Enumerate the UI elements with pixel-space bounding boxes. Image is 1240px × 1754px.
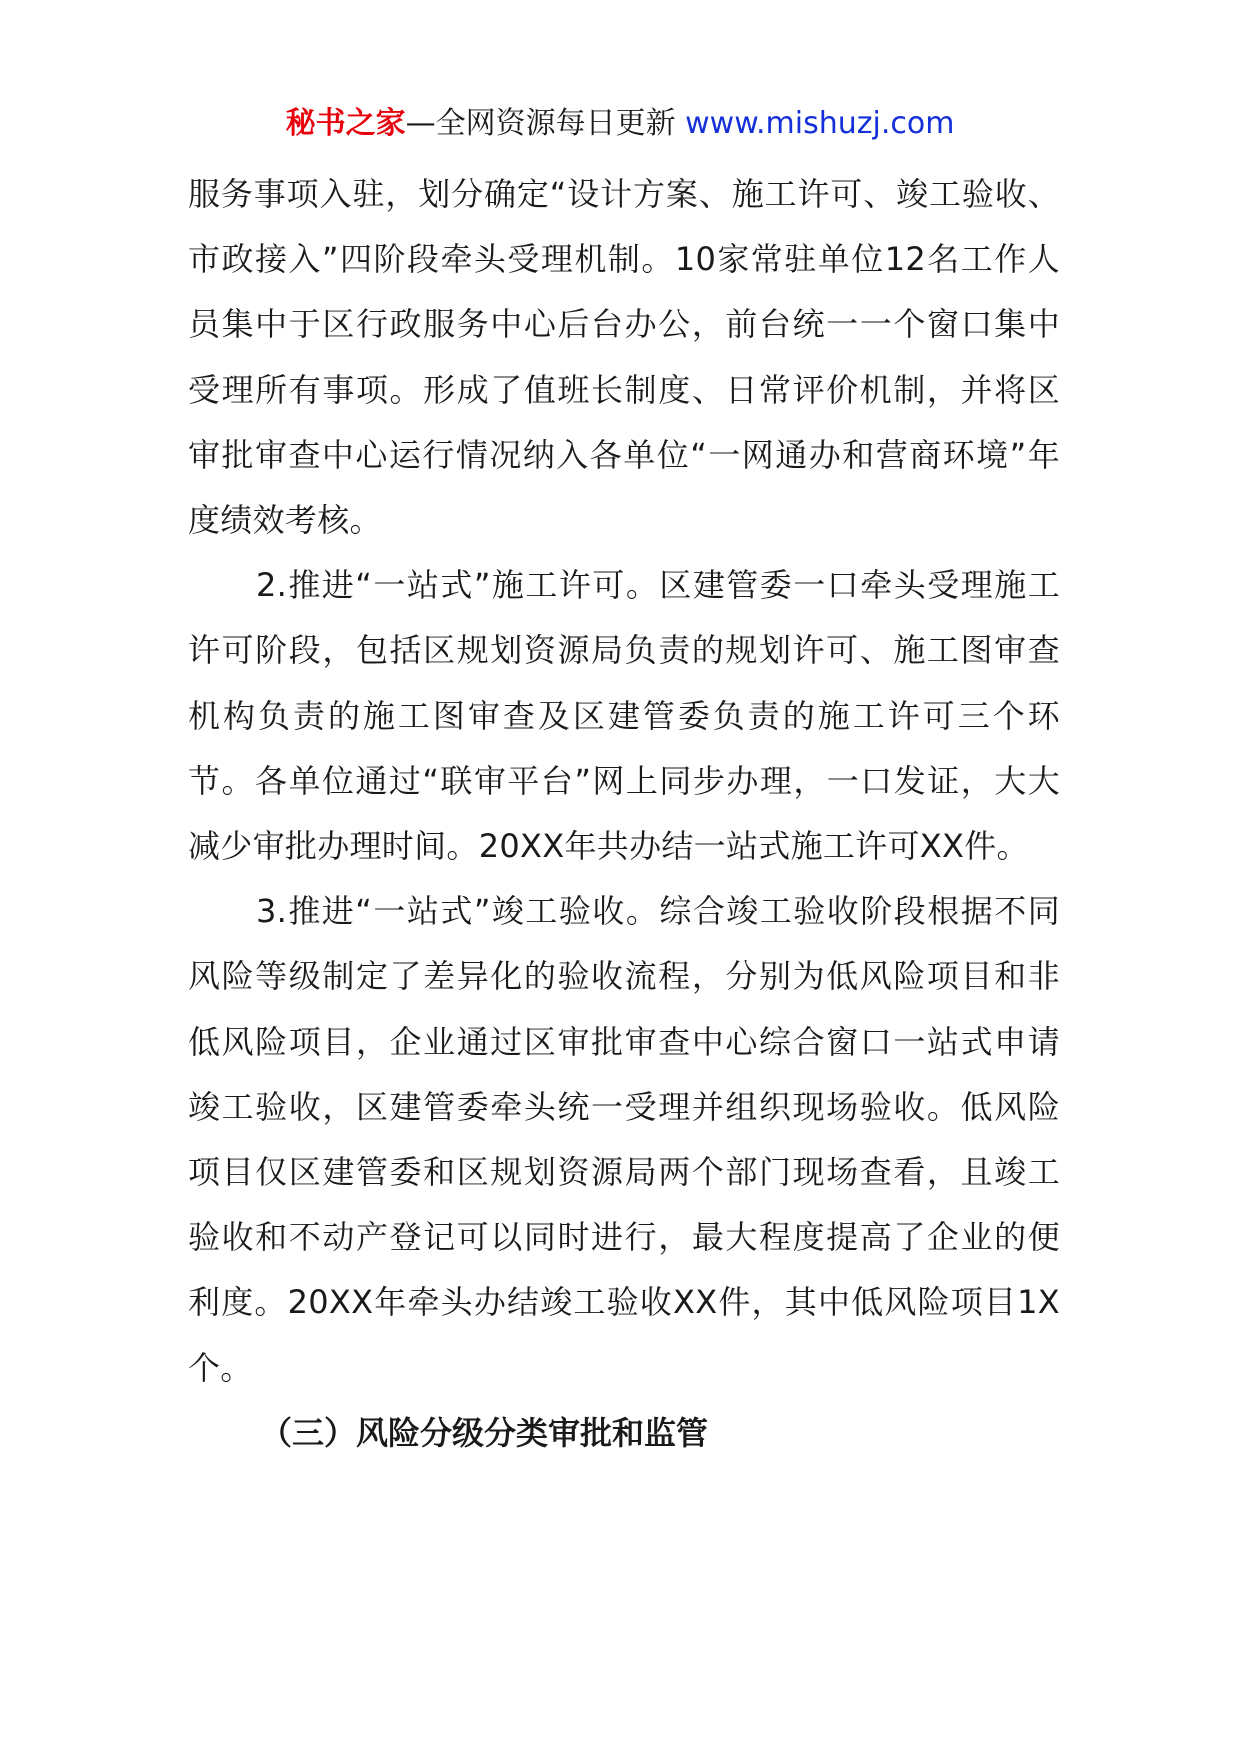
section-heading: （三）风险分级分类审批和监管 [260, 1413, 709, 1452]
brand-name: 秘书之家 [285, 106, 406, 141]
site-url-link[interactable]: www.mishuzj.com [685, 106, 955, 141]
site-header [0, 104, 1240, 144]
paragraph-service-items: 服务事项入驻，划分确定“设计方案、施工许可、竣工验收、市政接入”四阶段牵头受理机制。10家常驻单位12名工作人员集中于区行政服务中心后台办公，前台统一一个窗口集中受理所有事项。形成了值班长制度、日常评价机制，并将区审批审查中心运行情况纳入各单位“一网通办和营商环境”年度绩效考核。 [188, 175, 1060, 540]
header-tagline: —全网资源每日更新 [405, 106, 676, 141]
paragraph-completion-acceptance: 3.推进“一站式”竣工验收。综合竣工验收阶段根据不同风险等级制定了差异化的验收流程，分别为低风险项目和非低风险项目，企业通过区审批审查中心综合窗口一站式申请竣工验收，区建管委牵头统一受理并组织现场验收。低风险项目仅区建管委和区规划资源局两个部门现场查看，且竣工验收和不动产登记可以同时进行，最大程度提高了企业的便利度。20XX年牵头办结竣工验收XX件，其中低风险项目1X个。 [188, 892, 1060, 1387]
document-body [188, 162, 1060, 1466]
paragraph-construction-permit: 2.推进“一站式”施工许可。区建管委一口牵头受理施工许可阶段，包括区规划资源局负责的规划许可、施工图审查机构负责的施工图审查及区建管委负责的施工许可三个环节。各单位通过“联审平台”网上同步办理，一口发证，大大减少审批办理时间。20XX年共办结一站式施工许可XX件。 [188, 566, 1060, 866]
